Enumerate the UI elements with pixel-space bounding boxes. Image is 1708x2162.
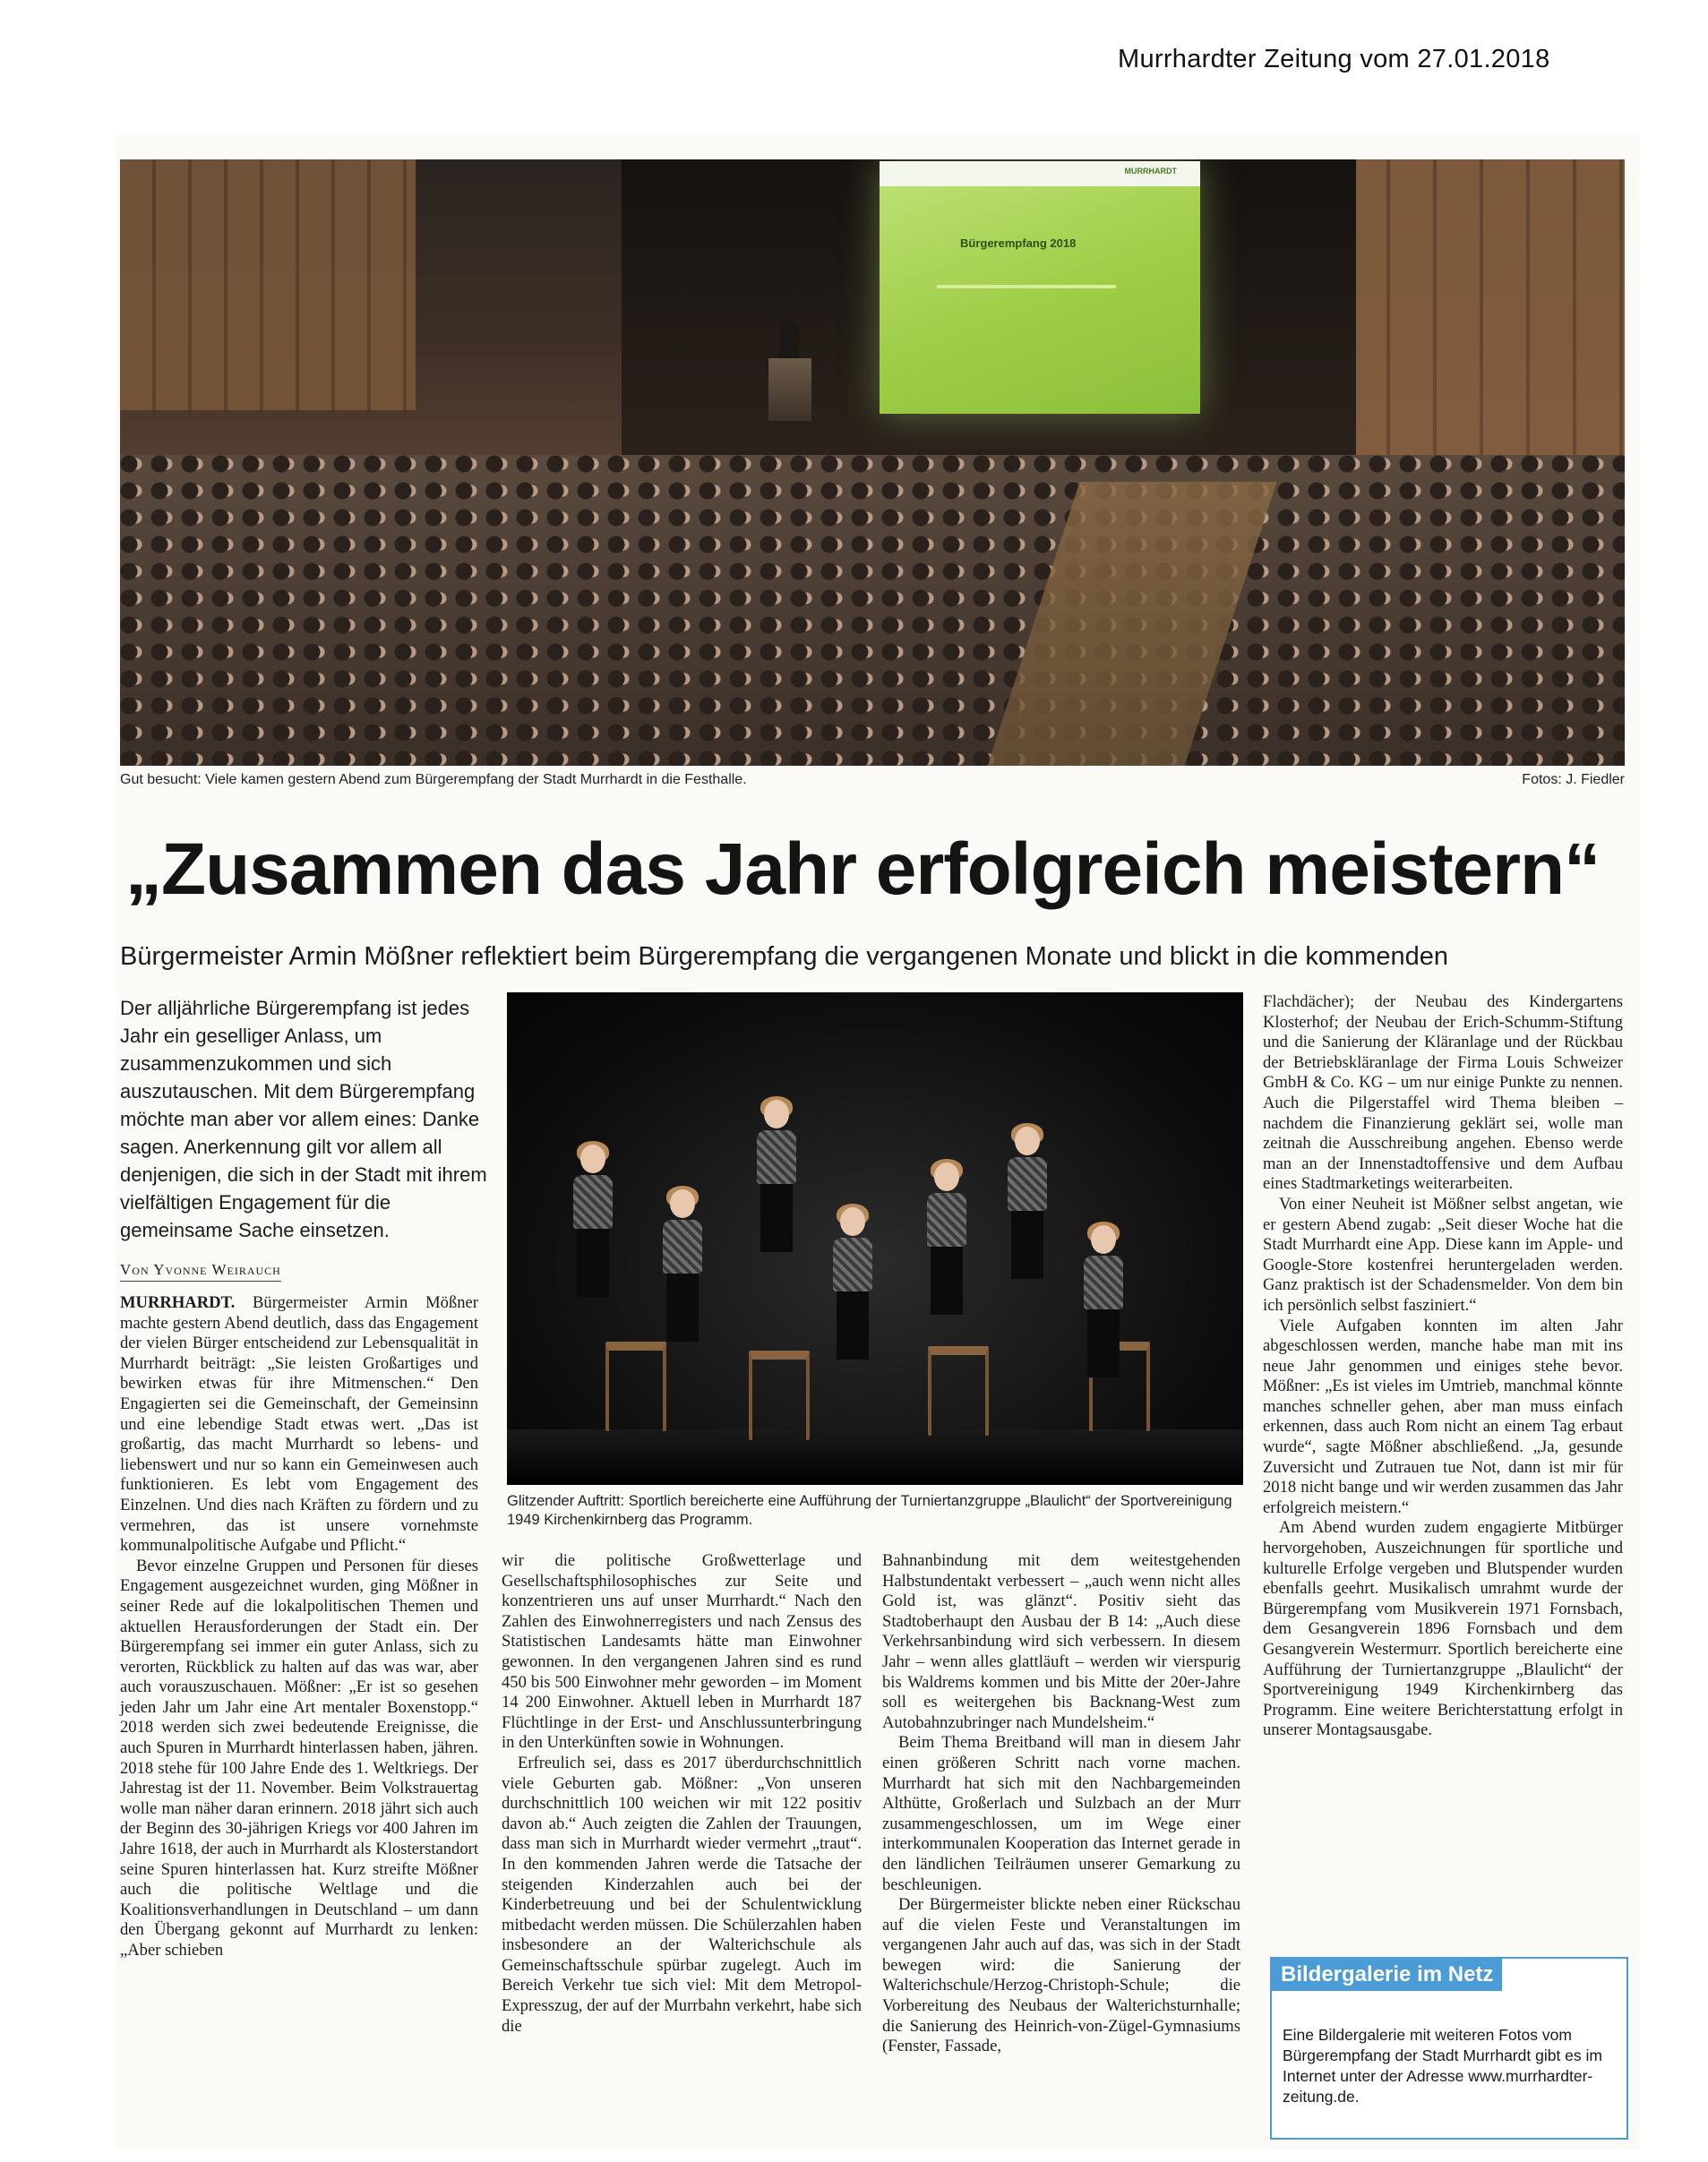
column-3-paragraph-2: Beim Thema Breitband will man in diesem Jahr einen größeren Schritt nach vorne machen. Murrhardt hat sich mit den Nachbargemeinden Althütte, Großerlach und Sulzbach an der Murr zusammengeschlossen, um im Wege einer interkommunalen Kooperation das Internet gerade in den ländlichen Teilräumen unserer Gemarkung zu beschleunigen.: [882, 1733, 1240, 1894]
gallery-infobox-text: Eine Bildergalerie mit weiteren Fotos vom Bürgerempfang der Stadt Murrhardt gibt es im Internet unter der Adresse www.murrhardter-zeitung.de.: [1283, 2026, 1602, 2106]
chair-prop: [749, 1351, 810, 1440]
dancer-figure: [561, 1145, 623, 1297]
screen-logo: MURRHARDT: [1124, 167, 1177, 176]
article-column-4: [1263, 992, 1623, 1741]
screen-subtitle-line: [937, 285, 1116, 288]
newspaper-source-line: Murrhardter Zeitung vom 27.01.2018: [1118, 45, 1550, 73]
dance-group-photo: [507, 992, 1243, 1485]
stage-floor: [507, 1429, 1243, 1485]
column-1-paragraph-2: Bevor einzelne Gruppen und Personen für dieses Engagement ausgezeichnet wurden, ging Mößner in seiner Rede auf die lokalpolitischen Themen und aktuellen Herausforderungen der Stadt ein. Der Bürgerempfang sei immer ein guter Anlass, sich zu verorten, Rückblick zu halten auf das was war, aber auch vorauszuschauen. Mößner: „Er ist so gesehen jeden Jahr um Jahr eine Art mentaler Boxenstopp.“ 2018 werden sich zwei bedeutende Ereignisse, die auch Spuren in Murrhardt hinterlassen haben, jähren. 2018 stehe für 100 Jahre Ende des 1. Weltkriegs. Der Jahrestag ist der 11. November. Beim Volkstrauertag wolle man näher daran erinnern. 2018 jährt sich auch der Beginn des 30-jährigen Kriegs vor 400 Jahren im Jahre 1618, der auch in Murrhardt als Klosterstandort seine Spuren hinterlassen hat. Kurz streifte Mößner auch die politische Weltlage und die Koalitionsverhandlungen in Deutschland – um dann den Übergang gekonnt auf Murrhardt zu lenken: „Aber schieben: [120, 1556, 478, 1960]
column-2-paragraph-1: wir die politische Großwetterlage und Gesellschaftsphilosophisches zur Seite und konzentrieren uns auf unser Murrhardt.“ Nach den Zahlen des Einwohnerregisters und nach Zensus des Statistischen Landesamts hätte man Einwohner gewonnen. In den vergangenen Jahren sind es rund 450 bis 500 Einwohner mehr geworden – im Moment 14 200 Einwohner. Aktuell leben in Murrhardt 187 Flüchtlinge in der Erst- und Anschlussunterbringung in den Unterkünften sowie in Wohnungen.: [502, 1551, 862, 1753]
article-column-3: [882, 1551, 1240, 2057]
article-column-1: [120, 1293, 478, 1961]
column-3-paragraph-1: Bahnanbindung mit dem weitestgehenden Halbstundentakt verbessert – „auch wenn nicht alles Gold ist, was glänzt“. Positiv sieht das Stadtoberhaupt den Ausbau der B 14: „Auch diese Verkehrsanbindung wird sich verbessern. In diesem Jahr – wenn alles glattläuft – werden wir vierspurig bis Waldrems kommen und bis Mitte der 20er-Jahre soll es weitergehen bis Backnang-West zum Autobahnzubringer nach Mundelsheim.“: [882, 1551, 1240, 1732]
column-4-paragraph-3: Viele Aufgaben konnten im alten Jahr abgeschlossen werden, manche habe man mit ins neue Jahr genommen und einiges stehe bevor. Mößner: „Es ist vieles im Umtrieb, manchmal könnte manches schneller gehen, aber man muss einfach erkennen, dass auch Rom nicht an einem Tag erbaut wurde“, sagte Mößner abschließend. „Ja, gesunde Zuversicht und Zutrauen tue Not, dann ist mir für 2018 nicht bange und wir werden zusammen das Jahr erfolgreich meistern.“: [1263, 1316, 1623, 1517]
dancer-figure: [914, 1163, 977, 1315]
chair-prop: [928, 1346, 989, 1436]
article-intro: Der alljährliche Bürgerempfang ist jedes Jahr ein geselliger Anlass, um zusammenzukommen und sich auszutauschen. Mit dem Bürgerempfang möchte man aber vor allem eines: Danke sagen. Anerkennung gilt vor allem all denjenigen, die sich in der Stadt mit ihrem vielfältigen Engagement für die gemeinsame Sache einsetzen.: [120, 997, 487, 1241]
article-headline: „Zusammen das Jahr erfolgreich meistern“: [125, 828, 1601, 910]
column-4-paragraph-2: Von einer Neuheit ist Mößner selbst angetan, wie er gestern Abend zugab: „Seit dieser Woche hat die Stadt Murrhardt eine App. Diese kann im Apple- und Google-Store kostenfrei heruntergeladen werden. Ganz praktisch ist der Schadensmelder. Von dem bin ich persönlich selbst fasziniert.“: [1263, 1194, 1623, 1315]
lectern: [768, 358, 811, 421]
dance-photo-caption: Glitzender Auftritt: Sportlich bereicherte eine Aufführung der Turniertanzgruppe „Blaulicht“ der Sportvereinigung 1949 Kirchenkirnberg das Programm.: [507, 1493, 1232, 1528]
author-byline: Von Yvonne Weirauch: [120, 1261, 281, 1282]
column-4-paragraph-1: Flachdächer); der Neubau des Kindergartens Klosterhof; der Neubau der Erich-Schumm-Stiftung und die Sanierung der Kläranlage und der Rückbau der Betriebskläranlage der Firma Louis Schweizer GmbH & Co. KG – um nur einige Punkte zu nennen. Auch die Pilgerstaffel wird Thema bleiben – nachdem die Finanzierung geklärt sei, wolle man zeitnah die Ausschreibung angehen. Ebenso werde man an der Innenstadtoffensive und dem Aufbau eines Stadtmarketings weiterarbeiten.: [1263, 992, 1623, 1194]
main-photo-festhalle: [120, 159, 1625, 766]
dancer-figure: [995, 1127, 1058, 1279]
article-subheadline: Bürgermeister Armin Mößner reflektiert beim Bürgerempfang die vergangenen Monate und blickt in die kommenden: [120, 942, 1448, 971]
projection-screen: [880, 161, 1200, 414]
dancer-figure: [744, 1100, 807, 1252]
chair-prop: [605, 1342, 666, 1431]
audience-seating: [120, 455, 1625, 766]
wood-wall-left: [120, 159, 416, 410]
dancer-figure: [820, 1207, 883, 1360]
column-4-paragraph-4: Am Abend wurden zudem engagierte Mitbürger hervorgehoben, Auszeichnungen für sportliche und kulturelle Erfolge vergeben und Blutspender wurden ebenfalls geehrt. Musikalisch umrahmt wurde der Bürgerempfang vom Musikverein 1971 Fornsbach, dem Gesangverein 1896 Fornsbach und dem Gesangverein Westermurr. Sportlich bereicherte eine Aufführung der Turniertanzgruppe „Blaulicht“ der Sportvereinigung 1949 Kirchenkirnberg das Programm. Eine weitere Berichterstattung erfolgt in unserer Montagsausgabe.: [1263, 1518, 1623, 1740]
screen-title: Bürgerempfang 2018: [960, 236, 1077, 250]
gallery-infobox-title: Bildergalerie im Netz: [1272, 1959, 1502, 1991]
dancer-figure: [650, 1189, 713, 1342]
article-column-2: [502, 1551, 862, 2037]
dancer-figure: [1071, 1225, 1134, 1377]
column-1-paragraph-1: Bürgermeister Armin Mößner machte gestern Abend deutlich, dass das Engagement der vielen Bürger entscheidend zur Lebensqualität in Murrhardt beiträgt: „Sie leisten Großartiges und bewirken etwas für ihre Mitmenschen.“ Den Engagierten sei die Gemeinschaft, der Gemeinsinn und eine lebendige Stadt etwas wert. „Das ist großartig, das macht Murrhardt so lebens- und liebenswert und nur so kann ein Gemeinwesen auch funktionieren. Es lebt vom Engagement des Einzelnen. Und dies nach Kräften zu fördern und zu vermehren, das ist unsere vornehmste kommunalpolitische Aufgabe und Pflicht.“: [120, 1293, 478, 1556]
photo-credit: Fotos: J. Fiedler: [1522, 772, 1625, 787]
column-3-paragraph-3: Der Bürgermeister blickte neben einer Rückschau auf die vielen Feste und Veranstaltungen im vergangenen Jahr auch auf das, was sich in der Stadt bewegen wird: die Sanierung der Walterichschule/Herzog-Christoph-Schule; die Vorbereitung des Neubaus der Walterichsturnhalle; die Sanierung des Heinrich-von-Zügel-Gymnasiums (Fenster, Fassade,: [882, 1895, 1240, 2056]
dateline: MURRHARDT.: [120, 1293, 236, 1312]
main-photo-caption: Gut besucht: Viele kamen gestern Abend zum Bürgerempfang der Stadt Murrhardt in die Festhalle.: [120, 772, 747, 787]
gallery-infobox: [1270, 1957, 1628, 2140]
column-2-paragraph-2: Erfreulich sei, dass es 2017 überdurchschnittlich viele Geburten gab. Mößner: „Von unseren durchschnittlich 100 weichen wir mit 122 positiv davon ab.“ Auch zeigten die Zahlen der Trauungen, dass man sich in Murrhardt wieder vermehrt „traut“. In den kommenden Jahren werde die Tatsache der steigenden Kinderzahlen auch bei der Kinderbetreuung und bei der Schulentwicklung mitbedacht werden müssen. Die Schülerzahlen haben insbesondere an der Walterichschule als Gemeinschaftsschule spürbar zugelegt. Auch im Bereich Verkehr tue sich viel: Mit dem Metropol-Expresszug, der auf der Murrbahn verkehrt, habe sich die: [502, 1753, 862, 2036]
speaker-figure: [779, 321, 799, 362]
